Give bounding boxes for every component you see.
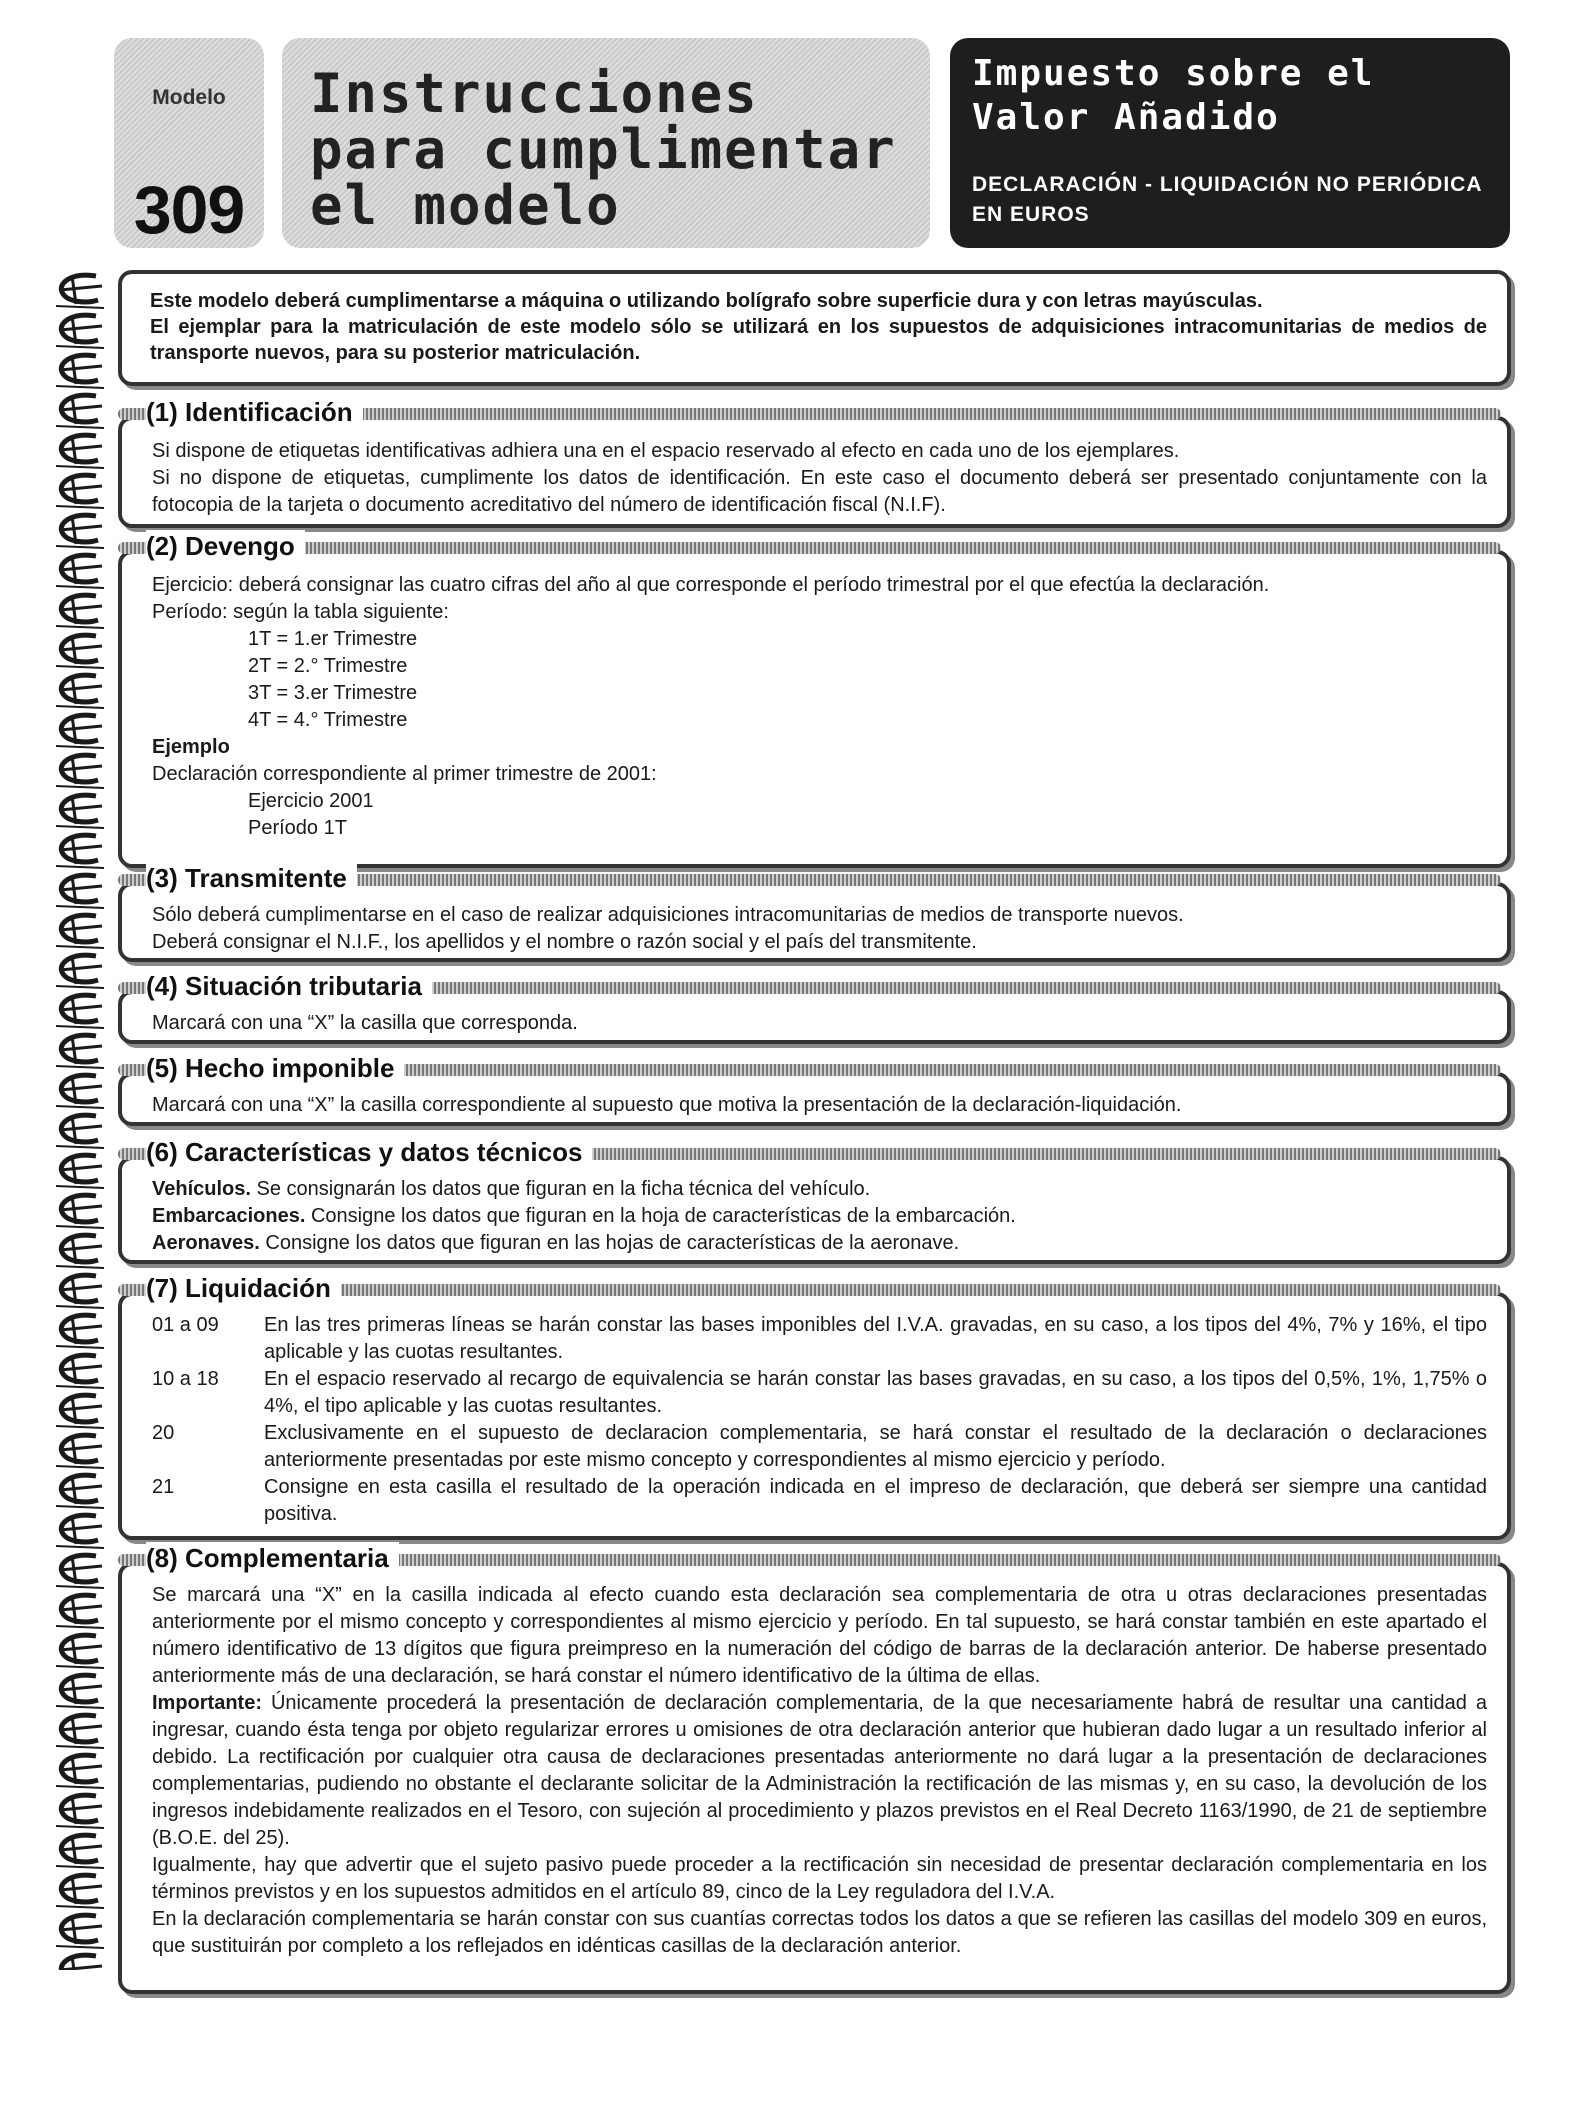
section-liquidacion [118,1272,1511,1540]
important-paragraph: Importante: Únicamente procederá la presentación de declaración complementaria, de la que necesariamente habrá de resultar una cantidad a ingresar, cuando ésta tenga por objeto regularizar errores u omisiones de otra declaración anterior que hubieran dado lugar a un resultado inferior al debido. La rectificación por cualquier otra causa de declaraciones presentadas anteriormente no dará lugar a la presentación de declaraciones complementarias, pudiendo no obstante el declarante solicitar de la Administración la rectificación de las mismas y, en su caso, la devolución de los ingresos indebidamente realizados en el Tesoro, con sujeción al procedimiento y plazos previstos en el Real Decreto 1163/1990, de 21 de septiembre (B.O.E. del 25). [152,1692,1487,1849]
section-complementaria [118,1542,1511,1994]
section-title: (5) Hecho imponible [146,1052,404,1084]
box-description: En las tres primeras líneas se harán constar las bases imponibles del I.V.A. gravadas, en su caso, a los tipos del 4%, 7% y 16%, el tipo aplicable y las cuotas resultantes. [264,1314,1487,1363]
vessel-row: Embarcaciones. Consigne los datos que figuran en la hoja de características de la embarcación. [152,1205,1016,1227]
box-code: 20 [152,1422,175,1444]
section-paragraph: En la declaración complementaria se harán constar con sus cuantías correctas todos los datos a que se refieren las casillas del modelo 309 en euros, que sustituirán por completo a los reflejados en idénticas casillas de la declaración anterior. [152,1908,1487,1957]
example-label: Ejemplo [152,736,230,758]
section-paragraph: Deberá consignar el N.I.F., los apellidos y el nombre o razón social y el país del transmitente. [152,931,977,953]
box-code: 10 a 18 [152,1368,219,1390]
box-code: 01 a 09 [152,1314,219,1336]
section-hecho-imponible [118,1052,1511,1126]
section-title: (2) Devengo [146,530,305,562]
liquidation-row [152,1420,1487,1474]
section-title: (3) Transmitente [146,862,357,894]
liquidation-row [152,1312,1487,1366]
section-paragraph: Si dispone de etiquetas identificativas adhiera una en el espacio reservado al efecto en cada uno de los ejemplares. [152,440,1180,462]
model-badge [114,38,264,248]
title-block [282,38,930,248]
section-paragraph: Sólo deberá cumplimentarse en el caso de realizar adquisiciones intracomunitarias de medios de transporte nuevos. [152,904,1184,926]
liquidation-row [152,1366,1487,1420]
section-paragraph: Marcará con una “X” la casilla que corresponda. [152,1012,578,1034]
tax-title: Impuesto sobre el Valor Añadido [972,53,1375,138]
section-rule [118,542,1501,554]
box-description: Consigne en esta casilla el resultado de la operación indicada en el impreso de declaración, que deberá ser siempre una cantidad positiva. [264,1476,1487,1525]
period-row: 3T = 3.er Trimestre [248,682,418,704]
model-number: 309 [133,172,245,248]
vehicle-row: Vehículos. Se consignarán los datos que figuran en la ficha técnica del vehículo. [152,1178,871,1200]
period-row: 2T = 2.° Trimestre [248,655,408,677]
section-identificacion [118,396,1511,528]
section-paragraph: Marcará con una “X” la casilla correspondiente al supuesto que motiva la presentación de la declaración-liquidación. [152,1094,1182,1116]
section-paragraph: Se marcará una “X” en la casilla indicada al efecto cuando esta declaración sea complementaria de otra u otras declaraciones presentadas anteriormente por el mismo concepto y correspondientes al mismo ejercicio y período. En tal supuesto, se hará constar también en este apartado el número identificativo de 13 dígitos que figura preimpreso en la numeración del código de barras de la declaración anterior. De haberse presentado anteriormente más de una declaración, se hará constar el número identificativo de la última de ellas. [152,1584,1487,1687]
section-paragraph: Si no dispone de etiquetas, cumplimente los datos de identificación. En este caso el documento deberá ser presentado conjuntamente con la fotocopia de la tarjeta o documento acreditativo del número de identificación fiscal (N.I.F). [152,467,1487,516]
section-transmitente [118,862,1511,962]
section-title: (7) Liquidación [146,1272,341,1304]
decorative-border-strip [52,270,108,1970]
section-situacion-tributaria [118,970,1511,1044]
section-title: (6) Características y datos técnicos [146,1136,592,1168]
important-label: Importante: [152,1692,262,1714]
section-caracteristicas [118,1136,1511,1264]
section-paragraph: Período: según la tabla siguiente: [152,601,449,623]
section-title: (1) Identificación [146,396,363,428]
box-description: Exclusivamente en el supuesto de declaracion complementaria, se hará constar el resultado de la declaración o declaraciones anteriormente presentadas por este mismo concepto y correspondientes al mismo ejercicio y período. [264,1422,1487,1471]
tax-title-block [950,38,1510,248]
example-text: Declaración correspondiente al primer trimestre de 2001: [152,763,657,785]
box-code: 21 [152,1476,175,1498]
section-title: (4) Situación tributaria [146,970,432,1002]
period-row: 4T = 4.° Trimestre [248,709,408,731]
section-paragraph: Ejercicio: deberá consignar las cuatro cifras del año al que corresponde el período trimestral por el que efectúa la declaración. [152,574,1270,596]
section-devengo [118,530,1511,868]
intro-line-1: Este modelo deberá cumplimentarse a máquina o utilizando bolígrafo sobre superficie dura y con letras mayúsculas. [150,290,1263,312]
page-title: Instrucciones para cumplimentar el modelo [310,62,897,237]
section-paragraph: Igualmente, hay que advertir que el sujeto pasivo puede proceder a la rectificación sin necesidad de presentar declaración complementaria en los términos previstos y en los supuestos admitidos en el artículo 89, cinco de la Ley reguladora del I.V.A. [152,1854,1487,1903]
intro-line-2: El ejemplar para la matriculación de este modelo sólo se utilizará en los supuestos de adquisiciones intracomunitarias de medios de transporte nuevos, para su posterior matriculación. [150,316,1487,364]
aircraft-row: Aeronaves. Consigne los datos que figuran en las hojas de características de la aeronave. [152,1232,960,1254]
period-row: 1T = 1.er Trimestre [248,628,418,650]
intro-box [118,270,1511,386]
example-line: Ejercicio 2001 [248,790,374,812]
section-title: (8) Complementaria [146,1542,399,1574]
declaration-subtitle: DECLARACIÓN - LIQUIDACIÓN NO PERIÓDICA EN EUROS [972,173,1483,226]
box-description: En el espacio reservado al recargo de equivalencia se harán constar las bases gravadas, en su caso, a los tipos del 0,5%, 1%, 1,75% o 4%, el tipo aplicable y las cuotas resultantes. [264,1368,1487,1417]
model-label: Modelo [152,86,226,109]
example-line: Período 1T [248,817,347,839]
liquidation-row [152,1474,1487,1528]
